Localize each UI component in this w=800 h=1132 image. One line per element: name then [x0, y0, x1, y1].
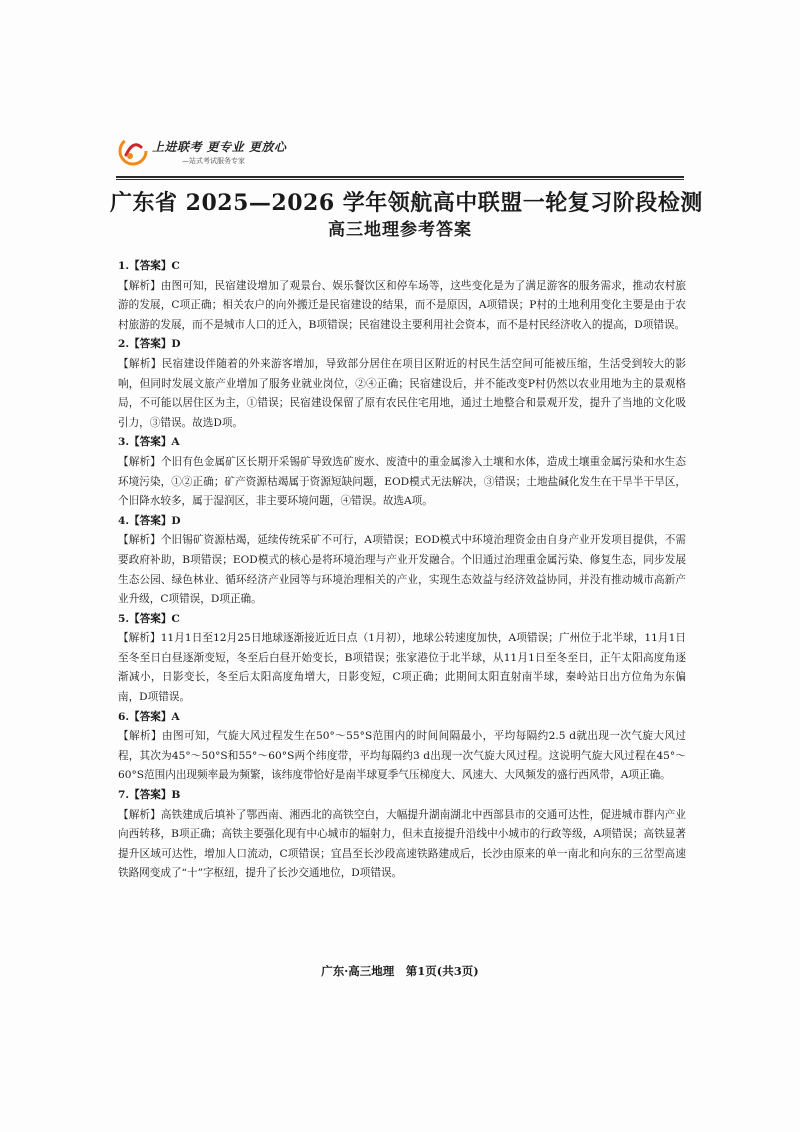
page-footer: 广东·高三地理 第1页(共3页) — [321, 964, 479, 978]
question-explanation: 【解析】由图可知，气旋大风过程发生在50°～55°S范围内的时间间隔最小，平均每隔约2.5 d就出现一次气旋大风过程，其次为45°～50°S和55°～60°S两个纬度带，平均每隔约3 d出现一次气旋大风过程。这说明气旋大风过程在45°～60°S范围内出现频率最为频繁，该纬度带恰好是南半球夏季气压梯度大、风速大、大风频发的盛行西风带，A项正确。 — [118, 730, 686, 782]
brand-block — [118, 134, 338, 174]
document-title: 广东省 2025—2026 学年领航高中联盟一轮复习阶段检测 — [110, 190, 703, 216]
question-answer-head: 1.【答案】C — [118, 260, 180, 272]
question-item — [118, 610, 686, 708]
document-subtitle: 高三地理参考答案 — [328, 220, 472, 240]
question-explanation: 【解析】个旧锡矿资源枯竭，延续传统采矿不可行，A项错误；EOD模式中环境治理资金由自身产业开发项目提供，不需要政府补助，B项错误；EOD模式的核心是将环境治理与产业开发融合。个旧通过治理重金属污染、修复生态，同步发展生态公园、绿色林业、循环经济产业园等与环境治理相关的产业，实现生态效益与经济效益协同，并没有推动城市高新产业升级，C项错误，D项正确。 — [118, 534, 686, 606]
question-explanation: 【解析】民宿建设伴随着的外来游客增加，导致部分居住在项目区附近的村民生活空间可能被压缩，生活受到较大的影响，但同时发展文旅产业增加了服务业就业岗位，②④正确；民宿建设后，并不能改变P村仍然以农业用地为主的景观格局，不可能以居住区为主，①错误；民宿建设保留了原有农民住宅用地，通过土地整合和景观开发，提升了当地的文化吸引力，③错误。故选D项。 — [118, 357, 686, 429]
question-answer-head: 5.【答案】C — [118, 612, 180, 625]
brand-slogan: 上进联考 更专业 更放心 — [152, 140, 287, 154]
question-item — [118, 335, 686, 433]
question-explanation: 【解析】个旧有色金属矿区长期开采锡矿导致选矿废水、废渣中的重金属渗入土壤和水体，造成土壤重金属污染和水生态环境污染，①②正确；矿产资源枯竭属于资源短缺问题，EOD模式无法解决，③错误；土地盐碱化发生在干旱半干旱区，个旧降水较多，属于湿润区，非主要环境问题，④错误。故选A项。 — [118, 455, 686, 508]
question-answer-head: 4.【答案】D — [118, 514, 181, 527]
question-item — [118, 512, 686, 610]
question-item — [118, 786, 686, 884]
brand-tagline: —站式考试服务专家 — [182, 157, 245, 165]
answers-list — [118, 257, 686, 884]
question-answer-head: 2.【答案】D — [118, 338, 181, 351]
question-answer-head: 3.【答案】A — [118, 436, 180, 449]
question-item — [118, 708, 686, 786]
header-rule-thick — [116, 176, 684, 178]
question-answer-head: 6.【答案】A — [118, 710, 180, 723]
question-answer-head: 7.【答案】B — [118, 789, 181, 802]
brand-logo-icon — [118, 136, 148, 166]
question-explanation: 【解析】11月1日至12月25日地球逐渐接近近日点（1月初），地球公转速度加快，A项错误；广州位于北半球，11月1日至冬至日白昼逐渐变短，冬至后白昼开始变长，B项错误；张家港位于北半球，从11月1日至冬至日，正午太阳高度角逐渐减小，日影变长，冬至后太阳高度角增大，日影变短，C项正确；此期间太阳直射南半球，秦岭站日出方位角为东偏南，D项错误。 — [118, 632, 686, 704]
header-rule-thin — [116, 179, 684, 180]
question-explanation: 【解析】高铁建成后填补了鄂西南、湘西北的高铁空白，大幅提升湖南湖北中西部县市的交通可达性，促进城市群内产业向西转移，B项正确；高铁主要强化现有中心城市的辐射力，但未直接提升沿线中小城市的行政等级，A项错误；高铁显著提升区域可达性，增加人口流动，C项错误；宜昌至长沙段高速铁路建成后，长沙由原来的单一南北和向东的三岔型高速铁路网变成了“十”字枢纽，提升了长沙交通地位，D项错误。 — [118, 808, 686, 880]
question-explanation: 【解析】由图可知，民宿建设增加了观景台、娱乐餐饮区和停车场等，这些变化是为了满足游客的服务需求，推动农村旅游的发展，C项正确；相关农户的向外搬迁是民宿建设的结果，而不是原因，A项错误；P村的土地利用变化主要是由于农村旅游的发展，而不是城市人口的迁入，B项错误；民宿建设主要利用社会资本，而不是村民经济收入的提高，D项错误。 — [118, 279, 686, 331]
question-item — [118, 257, 686, 335]
question-item — [118, 433, 686, 511]
